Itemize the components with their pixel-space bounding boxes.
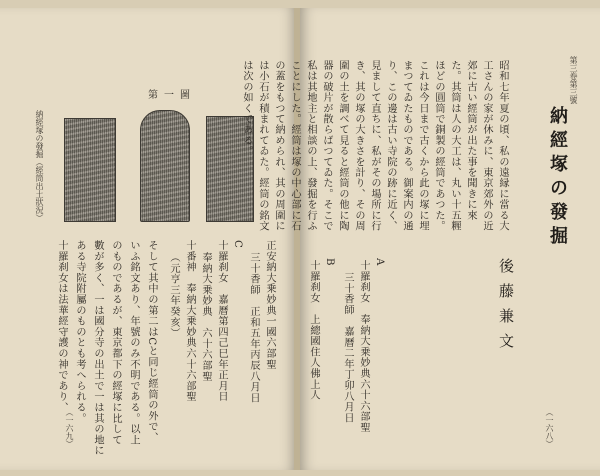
photo-caption: 納經塚の發掘（經筒出土狀況） xyxy=(35,110,44,222)
column-3: C xyxy=(232,240,243,249)
inscription-a-line-1: 十羅刹女 奉納大乗妙典六十六部聖 xyxy=(358,260,369,433)
column-2: 三十香師 正和五年丙辰八月日 xyxy=(248,252,259,404)
column-4: 十羅刹女 嘉曆第四己巳年正月日 xyxy=(216,240,227,402)
running-head: 第三卷第三號 xyxy=(569,56,578,104)
column-9: いふ銘文あり、年號のみ不明である。以上 xyxy=(128,240,139,446)
page-number-left: （一六九） xyxy=(65,408,74,448)
column-12: ある寺院附屬のものとも考へられる。 xyxy=(74,240,85,424)
photo-plate xyxy=(58,108,254,226)
article-body: 昭和七年夏の頃、私の遠縁に當る大工さんの家が休みに、東京郊外の近郊に古い經筒が出た事を聞きに來た。其筒は人の大工は、丸い十五糎ほどの圓筒で銅製の經筒であつた。これは今日まで古くから此の塚に埋まつてゐたものである。御案内の通り、この邊は古い寺院の跡に近く、見まして直ちに、私がその場所に行き、其の塚の大きさを計り、その周圍の土を調べて見ると經筒の他に陶器の破片が散らばつてゐた。そこで私は其地主と相談の上、發掘を行ふことにした。經筒は塚の中心部に石の蓋をもつて納められ、其の周圍には小石が積まれてゐた。經筒の銘文は次の如くである。 xyxy=(241,60,508,232)
stone-rubbing-center xyxy=(140,110,190,222)
column-1: 正安納大乗妙典一國六部聖 xyxy=(264,240,275,370)
article-author: 後藤兼文 xyxy=(497,258,515,358)
photo-title: 第一圖 xyxy=(148,90,196,101)
column-13: 十羅刹女は法華經守護の神であり、 xyxy=(56,240,67,413)
column-6: 十番神 奉納大乗妙典六十六部聖 xyxy=(184,240,195,402)
column-5: 奉納大乗妙典 六十六部聖 xyxy=(200,252,211,382)
page-number-right: （一六八） xyxy=(545,408,554,448)
article-title: 納經塚の發掘 xyxy=(547,106,568,250)
inscription-b-label: B xyxy=(324,258,335,267)
inscription-a-label: A xyxy=(374,258,385,266)
stone-rubbing-left xyxy=(64,118,116,222)
column-11: 數が多く、一は國分寺の出土で一は其の地に xyxy=(92,240,103,456)
column-8: そして其中の第二はCと同じ經筒の外で、 xyxy=(146,240,157,443)
column-7: （元亨三年癸亥） xyxy=(168,252,179,339)
column-10: のものであるが、東京都下の經塚に比して xyxy=(110,240,121,446)
inscription-a-line-2: 三十香師 嘉曆二年丁卯八月日 xyxy=(342,272,353,424)
inscription-b-line-1: 十羅刹女 上總國住人佛上人 xyxy=(308,260,319,401)
